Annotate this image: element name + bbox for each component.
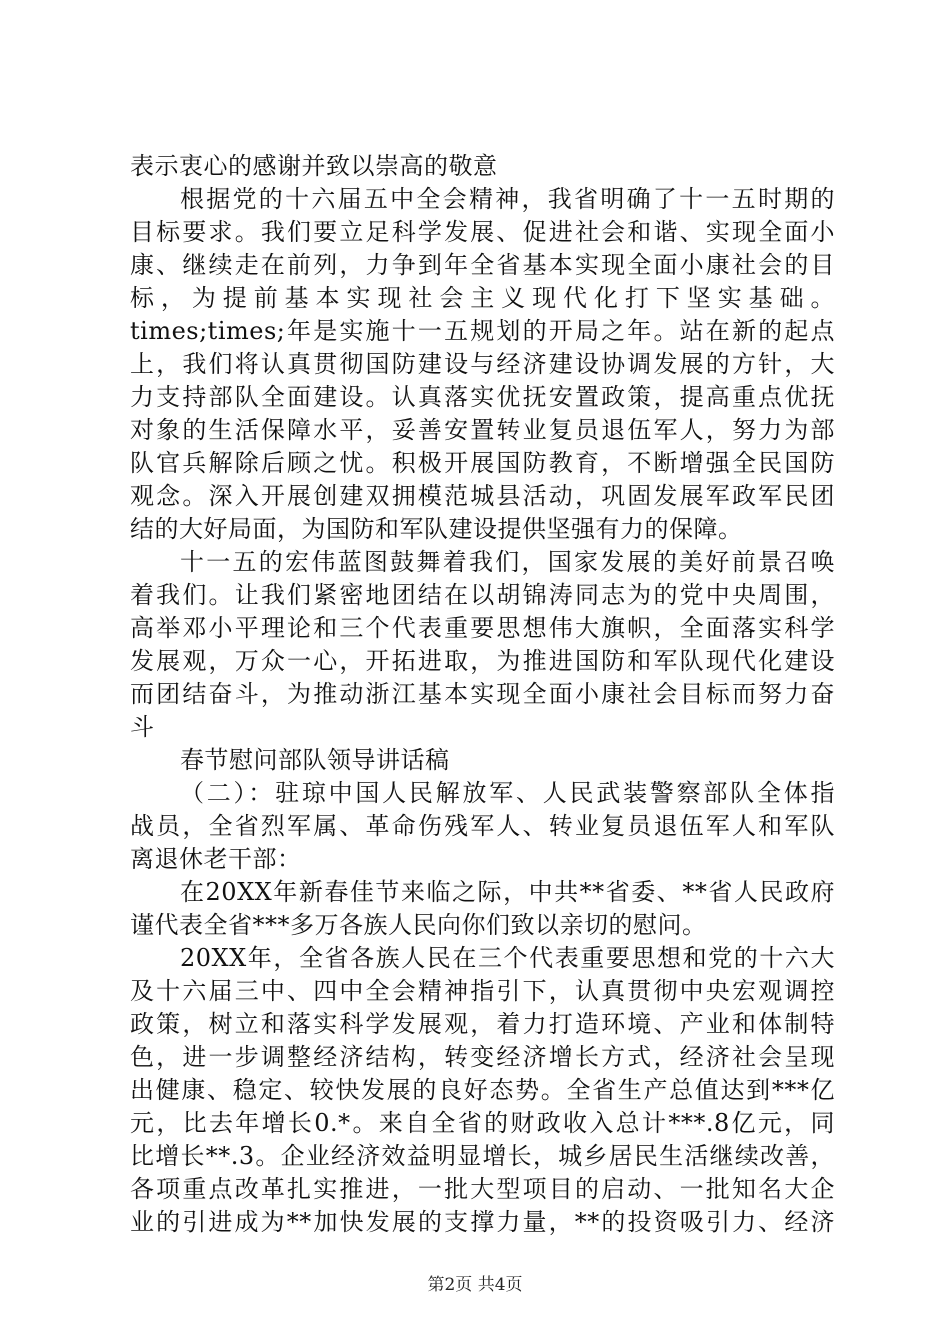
text-line: 战员，全省烈军属、革命伤残军人、转业复员退伍军人和军队: [130, 812, 835, 840]
text-line: 而团结奋斗，为推动浙江基本实现全面小康社会目标而努力奋: [130, 680, 835, 708]
text-line: 观念。深入开展创建双拥模范城县活动，巩固发展军政军民团: [130, 482, 835, 510]
text-line: 着我们。让我们紧密地团结在以胡锦涛同志为的党中央周围，: [130, 581, 835, 609]
text-line: times;times;年是实施十一五规划的开局之年。站在新的起点: [130, 317, 835, 345]
text-line: 表示衷心的感谢并致以崇高的敬意: [130, 152, 498, 180]
text-line: 目标要求。我们要立足科学发展、促进社会和谐、实现全面小: [130, 218, 835, 246]
text-line: 结的大好局面，为国防和军队建设提供坚强有力的保障。: [130, 515, 743, 543]
paragraph-first-line: 根据党的十六届五中全会精神，我省明确了十一五时期的: [180, 185, 835, 213]
text-line: 各项重点改革扎实推进，一批大型项目的启动、一批知名大企: [130, 1175, 835, 1203]
text-line: 比增长**.3。企业经济效益明显增长，城乡居民生活继续改善，: [130, 1142, 835, 1170]
text-line: 元，比去年增长0.*。来自全省的财政收入总计***.8亿元，同: [130, 1109, 835, 1137]
text-line: 政策，树立和落实科学发展观，着力打造环境、产业和体制特: [130, 1010, 835, 1038]
paragraph-first-line: 在20XX年新春佳节来临之际，中共**省委、**省人民政府: [180, 878, 835, 906]
text-line: 斗: [130, 713, 155, 741]
page-number-footer: 第2页 共4页: [427, 1275, 523, 1295]
text-line: 上，我们将认真贯彻国防建设与经济建设协调发展的方针，大: [130, 350, 835, 378]
text-line: 对象的生活保障水平，妥善安置转业复员退伍军人，努力为部: [130, 416, 835, 444]
text-line: 康、继续走在前列，力争到年全省基本实现全面小康社会的目: [130, 251, 835, 279]
paragraph-first-line: （二）：驻琼中国人民解放军、人民武装警察部队全体指: [180, 779, 835, 807]
section-title: 春节慰问部队领导讲话稿: [180, 746, 450, 774]
text-line: 出健康、稳定、较快发展的良好态势。全省生产总值达到***亿: [130, 1076, 835, 1104]
text-line: 高举邓小平理论和三个代表重要思想伟大旗帜，全面落实科学: [130, 614, 835, 642]
paragraph-first-line: 20XX年，全省各族人民在三个代表重要思想和党的十六大: [180, 944, 835, 972]
text-line: 力支持部队全面建设。认真落实优抚安置政策，提高重点优抚: [130, 383, 835, 411]
text-line: 色，进一步调整经济结构，转变经济增长方式，经济社会呈现: [130, 1043, 835, 1071]
text-line: 谨代表全省***多万各族人民向你们致以亲切的慰问。: [130, 911, 707, 939]
text-line: 发展观，万众一心，开拓进取，为推进国防和军队现代化建设: [130, 647, 835, 675]
text-line: 业的引进成为**加快发展的支撑力量，**的投资吸引力、经济: [130, 1208, 835, 1236]
paragraph-first-line: 十一五的宏伟蓝图鼓舞着我们，国家发展的美好前景召唤: [180, 548, 835, 576]
text-line: 队官兵解除后顾之忧。积极开展国防教育，不断增强全民国防: [130, 449, 835, 477]
text-line: 标，为提前基本实现社会主义现代化打下坚实基础。: [130, 284, 835, 312]
document-body: [130, 150, 835, 1239]
text-line: 及十六届三中、四中全会精神指引下，认真贯彻中央宏观调控: [130, 977, 835, 1005]
text-line: 离退休老干部：: [130, 845, 302, 873]
